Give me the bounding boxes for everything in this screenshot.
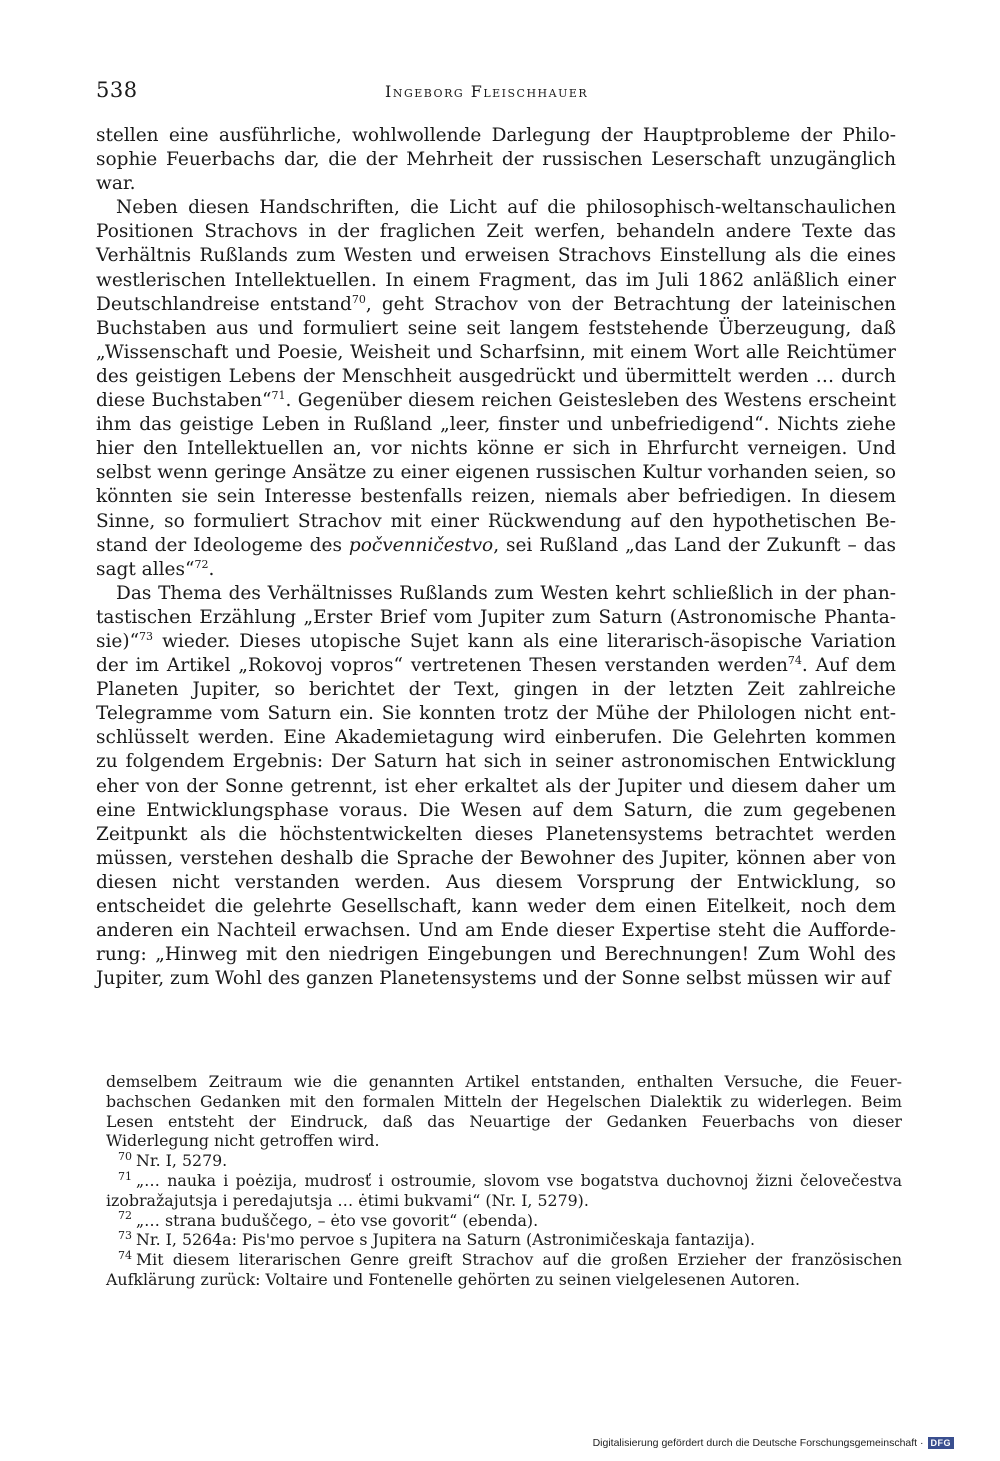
footnote-ref-70: 70: [351, 292, 366, 306]
footnote-ref-74: 74: [787, 653, 802, 667]
paragraph-2-part-e: .: [208, 558, 215, 580]
footnote-text: „… strana buduščego, – ėto vse govorit“ (ebenda).: [136, 1210, 539, 1230]
term-pocvennicestvo: počvenničestvo: [348, 534, 494, 556]
footnote-text: Nr. I, 5279.: [136, 1151, 228, 1171]
footnote-number: 70: [118, 1149, 132, 1163]
credit-text: Digitalisierung gefördert durch die Deutsche Forschungsgemeinschaft ·: [592, 1437, 924, 1449]
paragraph-2-part-d: , sei Rußland „das Land der Zukunft – das sagt alles“: [96, 534, 896, 580]
footnote-ref-71: 71: [271, 388, 286, 402]
paragraph-2-part-a: Neben diesen Handschriften, die Licht auf die philosophisch-weltanschaulichen Positionen Strachovs in der fraglichen Zeit werfen, behandeln andere Texte das Verhältnis Rußlands zum Westen und erweisen Strachovs Einstellung als die eines westlerischen Intellektuellen. In einem Fragment, das im Juli 1862 anläßlich einer Deutschlandreise entstand: [96, 197, 896, 315]
footnote-number: 73: [118, 1229, 132, 1243]
paragraph-3-part-c: . Auf dem Planeten Jupiter, so berichtet der Text, gingen in der letzten Zeit zahlreiche Telegramme vom Saturn ein. Sie konnten trotz der Mühe der Philologen nicht entschlüsselt werden. Eine Akademietagung wird einberufen. Die Gelehrten kommen zu folgendem Ergebnis: Der Saturn hat sich in seiner astronomischen Entwicklung eher von der Sonne getrennt, ist eher erkaltet als der Jupiter und diesem daher um eine Entwicklungsphase voraus. Die Wesen auf dem Saturn, die zum gegebenen Zeitpunkt als die höchstentwickelten dieses Planetensystems betrachtet werden müssen, verstehen deshalb die Sprache der Bewohner des Jupiter, können aber von diesen nicht verstanden werden. Aus diesem Vorsprung der Entwicklung, so entscheidet die gelehrte Gesellschaft, kann weder dem einen Eitelkeit, noch dem anderen ein Nachteil erwachsen. Und am Ende dieser Expertise steht die Aufforderung: „Hinweg mit den niedrigen Eingebungen und Berechnungen! Zum Wohl des Jupiter, zum Wohl des ganzen Planetensystems und der Sonne selbst müssen wir auf: [96, 655, 896, 990]
footnote-71: [106, 1171, 902, 1211]
paragraph-3-part-b: wieder. Dieses utopische Sujet kann als eine literarisch-äsopische Variation der im Artikel „Rokovoj vopros“ vertretenen Thesen verstanden werden: [96, 630, 896, 677]
footnote-73: [106, 1230, 902, 1250]
footnote-text: „… nauka i poėzija, mudrosť i ostroumie, slovom vse bogatstva duchovnoj žizni čelovečestva izobražajutsja i peredajutsja … ėtimi bukvami“ (Nr. I, 5279).: [106, 1170, 902, 1210]
footnote-ref-73: 73: [139, 629, 154, 643]
page-number: 538: [96, 78, 138, 102]
paragraph-3-part-a: Das Thema des Verhältnisses Rußlands zum Westen kehrt schließlich in der phantastischen Erzählung „Erster Brief vom Jupiter zum Saturn (Astronomische Phantasie)“: [96, 582, 896, 652]
footnote-ref-72: 72: [194, 557, 209, 571]
footnote-continuation: demselbem Zeitraum wie die genannten Artikel entstanden, enthalten Versuche, die Feuerbachschen Gedanken mit den formalen Mitteln der Hegelschen Dialektik zu widerlegen. Beim Lesen entsteht der Eindruck, daß das Neuartige der Gedanken Feuerbachs von dieser Widerlegung nicht getroffen wird.: [106, 1072, 902, 1151]
digitization-credit: [593, 1437, 954, 1449]
paragraph-3: [96, 582, 896, 992]
footnote-number: 72: [118, 1209, 132, 1223]
footnote-text: Mit diesem literarischen Genre greift Strachov auf die großen Erzieher der französischen Aufklärung zurück: Voltaire und Fontenelle gehörten zu seinen vielgelesenen Autoren.: [106, 1250, 902, 1289]
footnotes: [106, 1072, 902, 1290]
footnote-74: [106, 1250, 902, 1290]
paragraph-2-part-c: . Gegenüber diesem reichen Geistesleben des Westens erscheint ihm das geistige Leben in Rußland „leer, finster und unbefriedigend“. Nichts ziehe hier den Intellektuellen an, vor nichts könne er sich in Ehrfurcht verneigen. Und selbst wenn geringe Ansätze zu einer eigenen russischen Kultur vorhanden seien, so könnten sie sein Interesse bestenfalls reizen, niemals aber befriedigen. In diesem Sinne, so formuliert Strachov mit einer Rückwendung auf den hypothetischen Bestand der Ideologeme des: [96, 390, 896, 556]
dfg-logo-icon: DFG: [928, 1437, 955, 1449]
paragraph-1: stellen eine ausführliche, wohlwollende Darlegung der Hauptprobleme der Philosophie Feuerbachs dar, die der Mehrheit der russischen Leserschaft unzugänglich war.: [96, 125, 896, 195]
footnote-70: [106, 1151, 902, 1171]
footnote-number: 71: [118, 1169, 132, 1183]
footnote-number: 74: [118, 1248, 132, 1262]
paragraph-2: [96, 196, 896, 582]
body-text: [96, 124, 896, 991]
running-head: Ingeborg Fleischhauer: [385, 82, 589, 101]
footnote-text: Nr. I, 5264a: Pis'mo pervoe s Jupitera na Saturn (Astronimičeskaja fantazija).: [136, 1230, 756, 1250]
footnote-72: [106, 1211, 902, 1231]
paragraph-2-part-b: , geht Strachov von der Betrachtung der lateinischen Buchstaben aus und formuliert seine seit langem feststehende Überzeugung, daß „Wissenschaft und Poesie, Weisheit und Scharfsinn, mit einem Wort alle Reichtümer des geistigen Lebens der Menschheit ausgedrückt und übermittelt werden … durch diese Buchstaben“: [96, 293, 897, 412]
